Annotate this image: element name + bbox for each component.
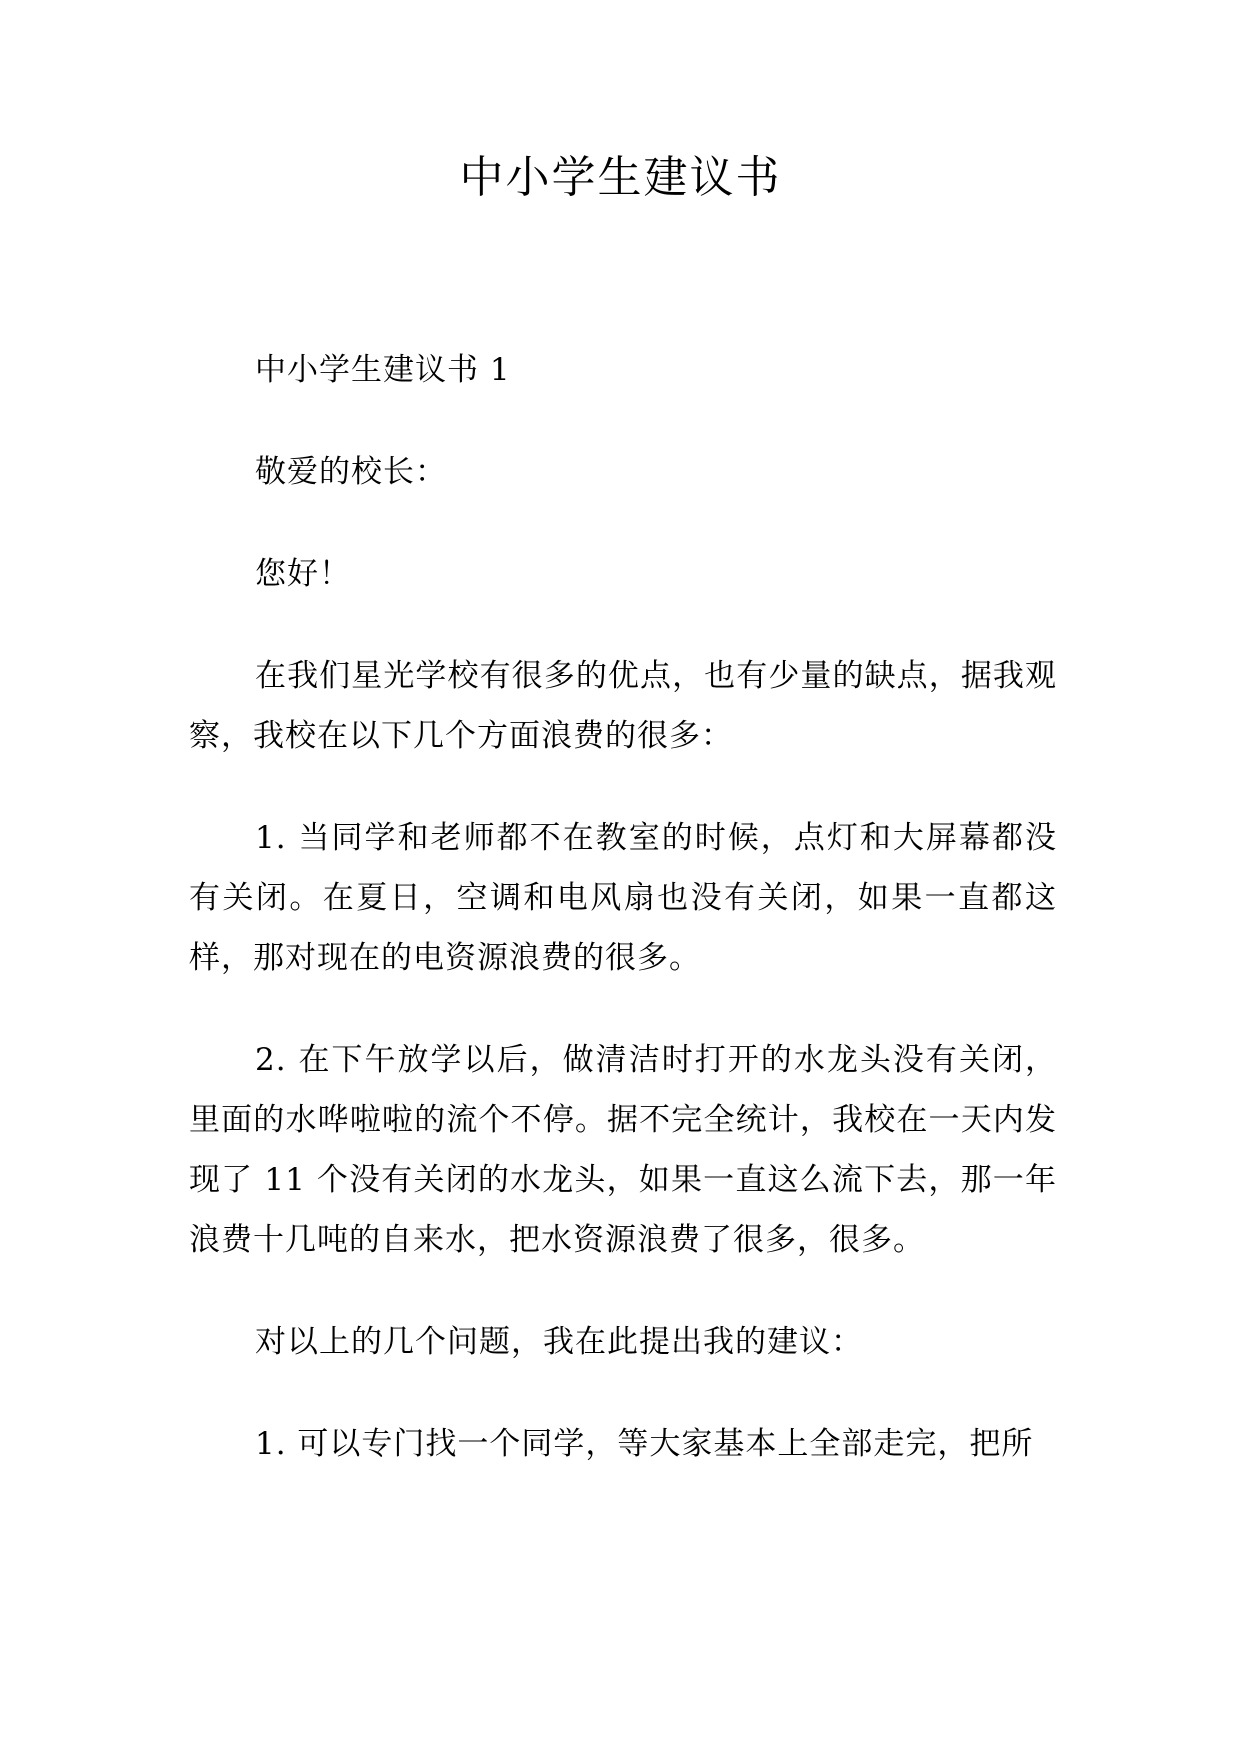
document-body bbox=[189, 340, 1057, 1516]
paragraph-intro: 在我们星光学校有很多的优点，也有少量的缺点，据我观察，我校在以下几个方面浪费的很多： bbox=[189, 658, 1057, 754]
paragraph-greeting: 您好！ bbox=[255, 556, 351, 592]
paragraph-salutation: 敬爱的校长： bbox=[255, 454, 447, 490]
paragraph-subtitle: 中小学生建议书 1 bbox=[255, 352, 511, 388]
paragraph-issue-2: 2. 在下午放学以后，做清洁时打开的水龙头没有关闭，里面的水哗啦啦的流个不停。据不完全统计，我校在一天内发现了 11 个没有关闭的水龙头，如果一直这么流下去，那一年浪费十几吨的自来水，把水资源浪费了很多，很多。 bbox=[189, 1042, 1057, 1258]
paragraph-suggestion-intro: 对以上的几个问题，我在此提出我的建议： bbox=[255, 1324, 863, 1360]
paragraph-suggestion-1: 1. 可以专门找一个同学，等大家基本上全部走完，把所 bbox=[255, 1426, 1034, 1462]
paragraph-issue-1: 1. 当同学和老师都不在教室的时候，点灯和大屏幕都没有关闭。在夏日，空调和电风扇也没有关闭，如果一直都这样，那对现在的电资源浪费的很多。 bbox=[189, 820, 1057, 976]
document-title: 中小学生建议书 bbox=[459, 152, 782, 203]
